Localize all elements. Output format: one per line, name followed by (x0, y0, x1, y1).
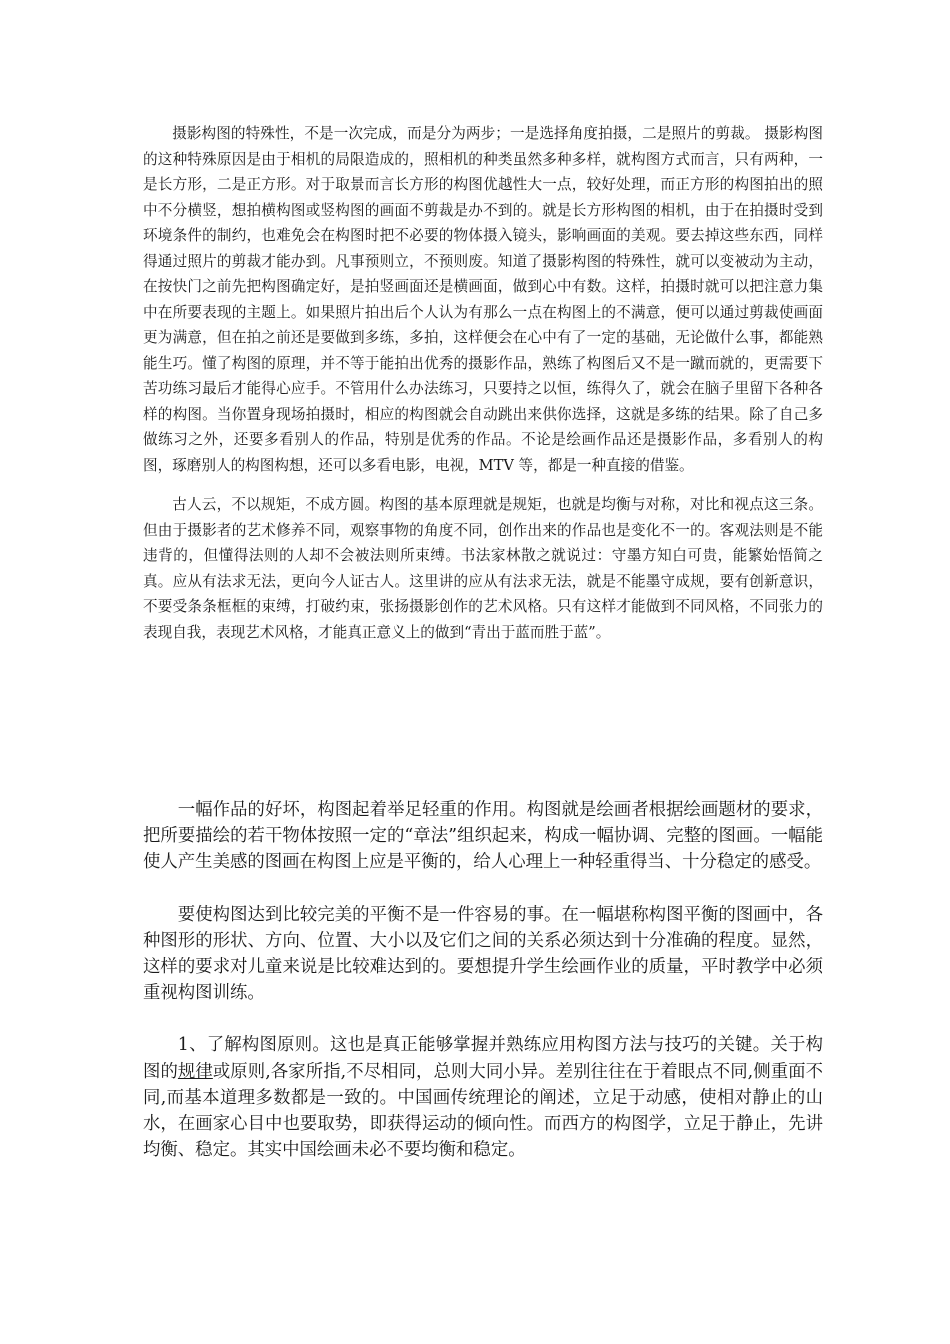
paragraph-composition-balance: 要使构图达到比较完美的平衡不是一件容易的事。在一幅堪称构图平衡的图画中，各种图形的形状、方向、位置、大小以及它们之间的关系必须达到十分准确的程度。显然，这样的要求对儿童来说是比较难达到的。要想提升学生绘画作业的质量，平时教学中必须重视构图训练。 (143, 904, 823, 1004)
paragraph-composition-principles (143, 1032, 823, 1163)
rule-link[interactable]: 规律 (177, 1061, 213, 1082)
principles-text-end: 或原则,各家所指,不尽相同，总则大同小异。差别往往在于着眼点不同,侧重面不同,而基本道理多数都是一致的。中国画传统理论的阐述，立足于动感，使相对静止的山水，在画家心目中也要取势，即获得运动的倾向性。而西方的构图学，立足于静止，先讲均衡、稳定。其实中国绘画未必不要均衡和稳定。 (143, 1061, 823, 1161)
principles-text-start: 1、了解构图原则。这也是真正能够掌握并熟练应用构图方法与技巧的关键。关于构图的 (143, 1035, 823, 1082)
photography-composition-section (143, 121, 823, 645)
paragraph-rules-and-principles: 古人云，不以规矩，不成方圆。构图的基本原理就是规矩，也就是均衡与对称，对比和视点这三条。但由于摄影者的艺术修养不同，观察事物的角度不同，创作出来的作品也是变化不一的。客观法则是不能违背的，但懂得法则的人却不会被法则所束缚。书法家林散之就说过：守墨方知白可贵，能繁始悟简之真。应从有法求无法，更向今人证古人。这里讲的应从有法求无法，就是不能墨守成规，要有创新意识，不要受条条框框的束缚，打破约束，张扬摄影创作的艺术风格。只有这样才能做到不同风格，不同张力的表现自我，表现艺术风格，才能真正意义上的做到“青出于蓝而胜于蓝”。 (143, 496, 823, 641)
paragraph-photo-composition-characteristics: 摄影构图的特殊性，不是一次完成，而是分为两步；一是选择角度拍摄，二是照片的剪裁。 摄影构图的这种特殊原因是由于相机的局限造成的，照相机的种类虽然多种多样，就构图方式而言，只有两种，一是长方形，二是正方形。对于取景而言长方形的构图优越性大一点，较好处理，而正方形的构图拍出的照中不分横竖，想拍横构图或竖构图的画面不剪裁是办不到的。就是长方形构图的相机，由于在拍摄时受到环境条件的制约，也难免会在构图时把不必要的物体摄入镜头，影响画面的美观。要去掉这些东西，同样得通过照片的剪裁才能办到。凡事预则立，不预则废。知道了摄影构图的特殊性，就可以变被动为主动，在按快门之前先把构图确定好，是拍竖画面还是横画面，做到心中有数。这样，拍摄时就可以把注意力集中在所要表现的主题上。如果照片拍出后个人认为有那么一点在构图上的不满意，便可以通过剪裁使画面更为满意，但在拍之前还是要做到多练，多拍，这样便会在心中有了一定的基础，无论做什么事，都能熟能生巧。懂了构图的原理，并不等于能拍出优秀的摄影作品，熟练了构图后又不是一蹴而就的，更需要下苦功练习最后才能得心应手。不管用什么办法练习，只要持之以恒，练得久了，就会在脑子里留下各种各样的构图。当你置身现场拍摄时，相应的构图就会自动跳出来供你选择，这就是多练的结果。除了自己多做练习之外，还要多看别人的作品，特别是优秀的作品。不论是绘画作品还是摄影作品，多看别人的构图，琢磨别人的构图构想，还可以多看电影，电视，MTV 等，都是一种直接的借鉴。 (143, 125, 823, 474)
paragraph-composition-importance: 一幅作品的好坏，构图起着举足轻重的作用。构图就是绘画者根据绘画题材的要求，把所要描绘的若干物体按照一定的“章法”组织起来，构成一幅协调、完整的图画。一幅能使人产生美感的图画在构图上应是平衡的，给人心理上一种轻重得当、十分稳定的感受。 (143, 800, 823, 873)
painting-composition-section (143, 797, 823, 1163)
